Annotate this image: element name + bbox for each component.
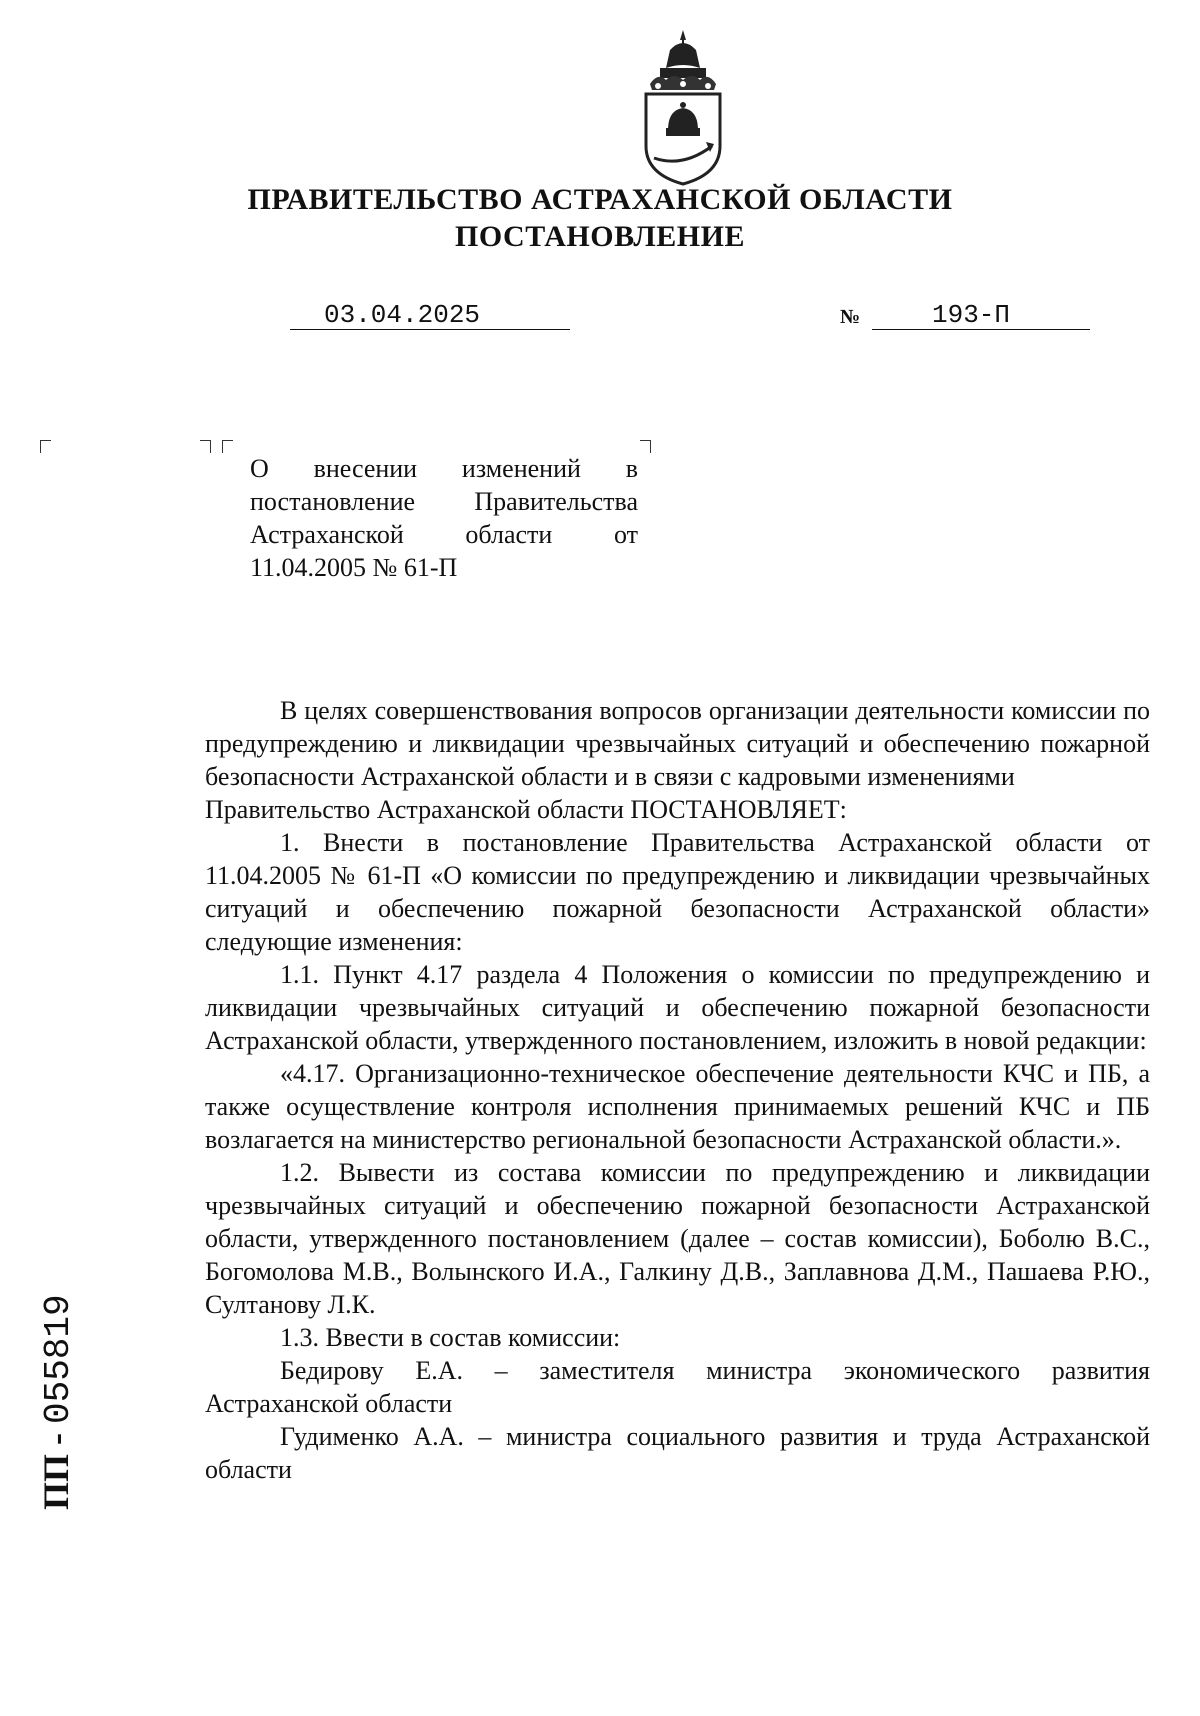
form-serial-number: 055819 [38,1294,79,1424]
preamble-paragraph: В целях совершенствования вопросов организации деятельности комиссии по предупреждению и ликвидации чрезвычайных ситуаций и обеспечению пожарной безопасности Астраханской области и в связи с кадровыми изменениями [205,696,1150,791]
document-date: 03.04.2025 [290,300,570,330]
item-1-2-paragraph: 1.2. Вывести из состава комиссии по предупреждению и ликвидации чрезвычайных ситуаций и обеспечению пожарной безопасности Астраханской области, утвержденного постановлением (далее – состав комиссии), Боболю В.С., Богомолова М.В., Волынского И.А., Галкину Д.В., Заплавнова Д.М., Пашаева Р.Ю., Султанову Л.К. [205,1158,1150,1319]
astrakhan-coat-of-arms-icon [640,28,726,186]
margin-corner-mark [40,440,51,453]
subject-corner-mark [200,440,211,453]
number-label: № [840,306,861,328]
subject-corner-mark [222,440,233,453]
form-serial-stamp [35,1294,79,1510]
item-4-17-paragraph: «4.17. Организационно-техническое обеспечение деятельности КЧС и ПБ, а также осуществление контроля исполнения принимаемых решений КЧС и ПБ возлагается на министерство региональной безопасности Астраханской области.». [205,1059,1150,1154]
document-number: 193-П [872,300,1090,330]
subject-corner-mark [640,440,651,453]
document-subject: О внесении изменений в постановление Правительства Астраханской области от 11.04.2005 № 61-П [250,454,638,582]
resolution-line: Правительство Астраханской области ПОСТАНОВЛЯЕТ: [205,795,847,824]
item-1-1-paragraph: 1.1. Пункт 4.17 раздела 4 Положения о комиссии по предупреждению и ликвидации чрезвычайных ситуаций и обеспечению пожарной безопасности Астраханской области, утвержденного постановлением, изложить в новой редакции: [205,960,1150,1055]
commission-member: Гудименко А.А. – министра социального развития и труда Астраханской области [205,1422,1150,1484]
document-body [205,694,1150,1486]
item-1-paragraph: 1. Внести в постановление Правительства Астраханской области от 11.04.2005 № 61-П «О комиссии по предупреждению и ликвидации чрезвычайных ситуаций и обеспечению пожарной безопасности Астраханской области» следующие изменения: [205,828,1150,956]
document-type-title: ПОСТАНОВЛЕНИЕ [455,220,745,253]
form-series: ПП - [36,1433,76,1510]
organization-title: ПРАВИТЕЛЬСТВО АСТРАХАНСКОЙ ОБЛАСТИ [247,183,953,216]
item-1-3-paragraph: 1.3. Ввести в состав комиссии: [280,1323,621,1352]
commission-member: Бедирову Е.А. – заместителя министра экономического развития Астраханской области [205,1356,1150,1418]
